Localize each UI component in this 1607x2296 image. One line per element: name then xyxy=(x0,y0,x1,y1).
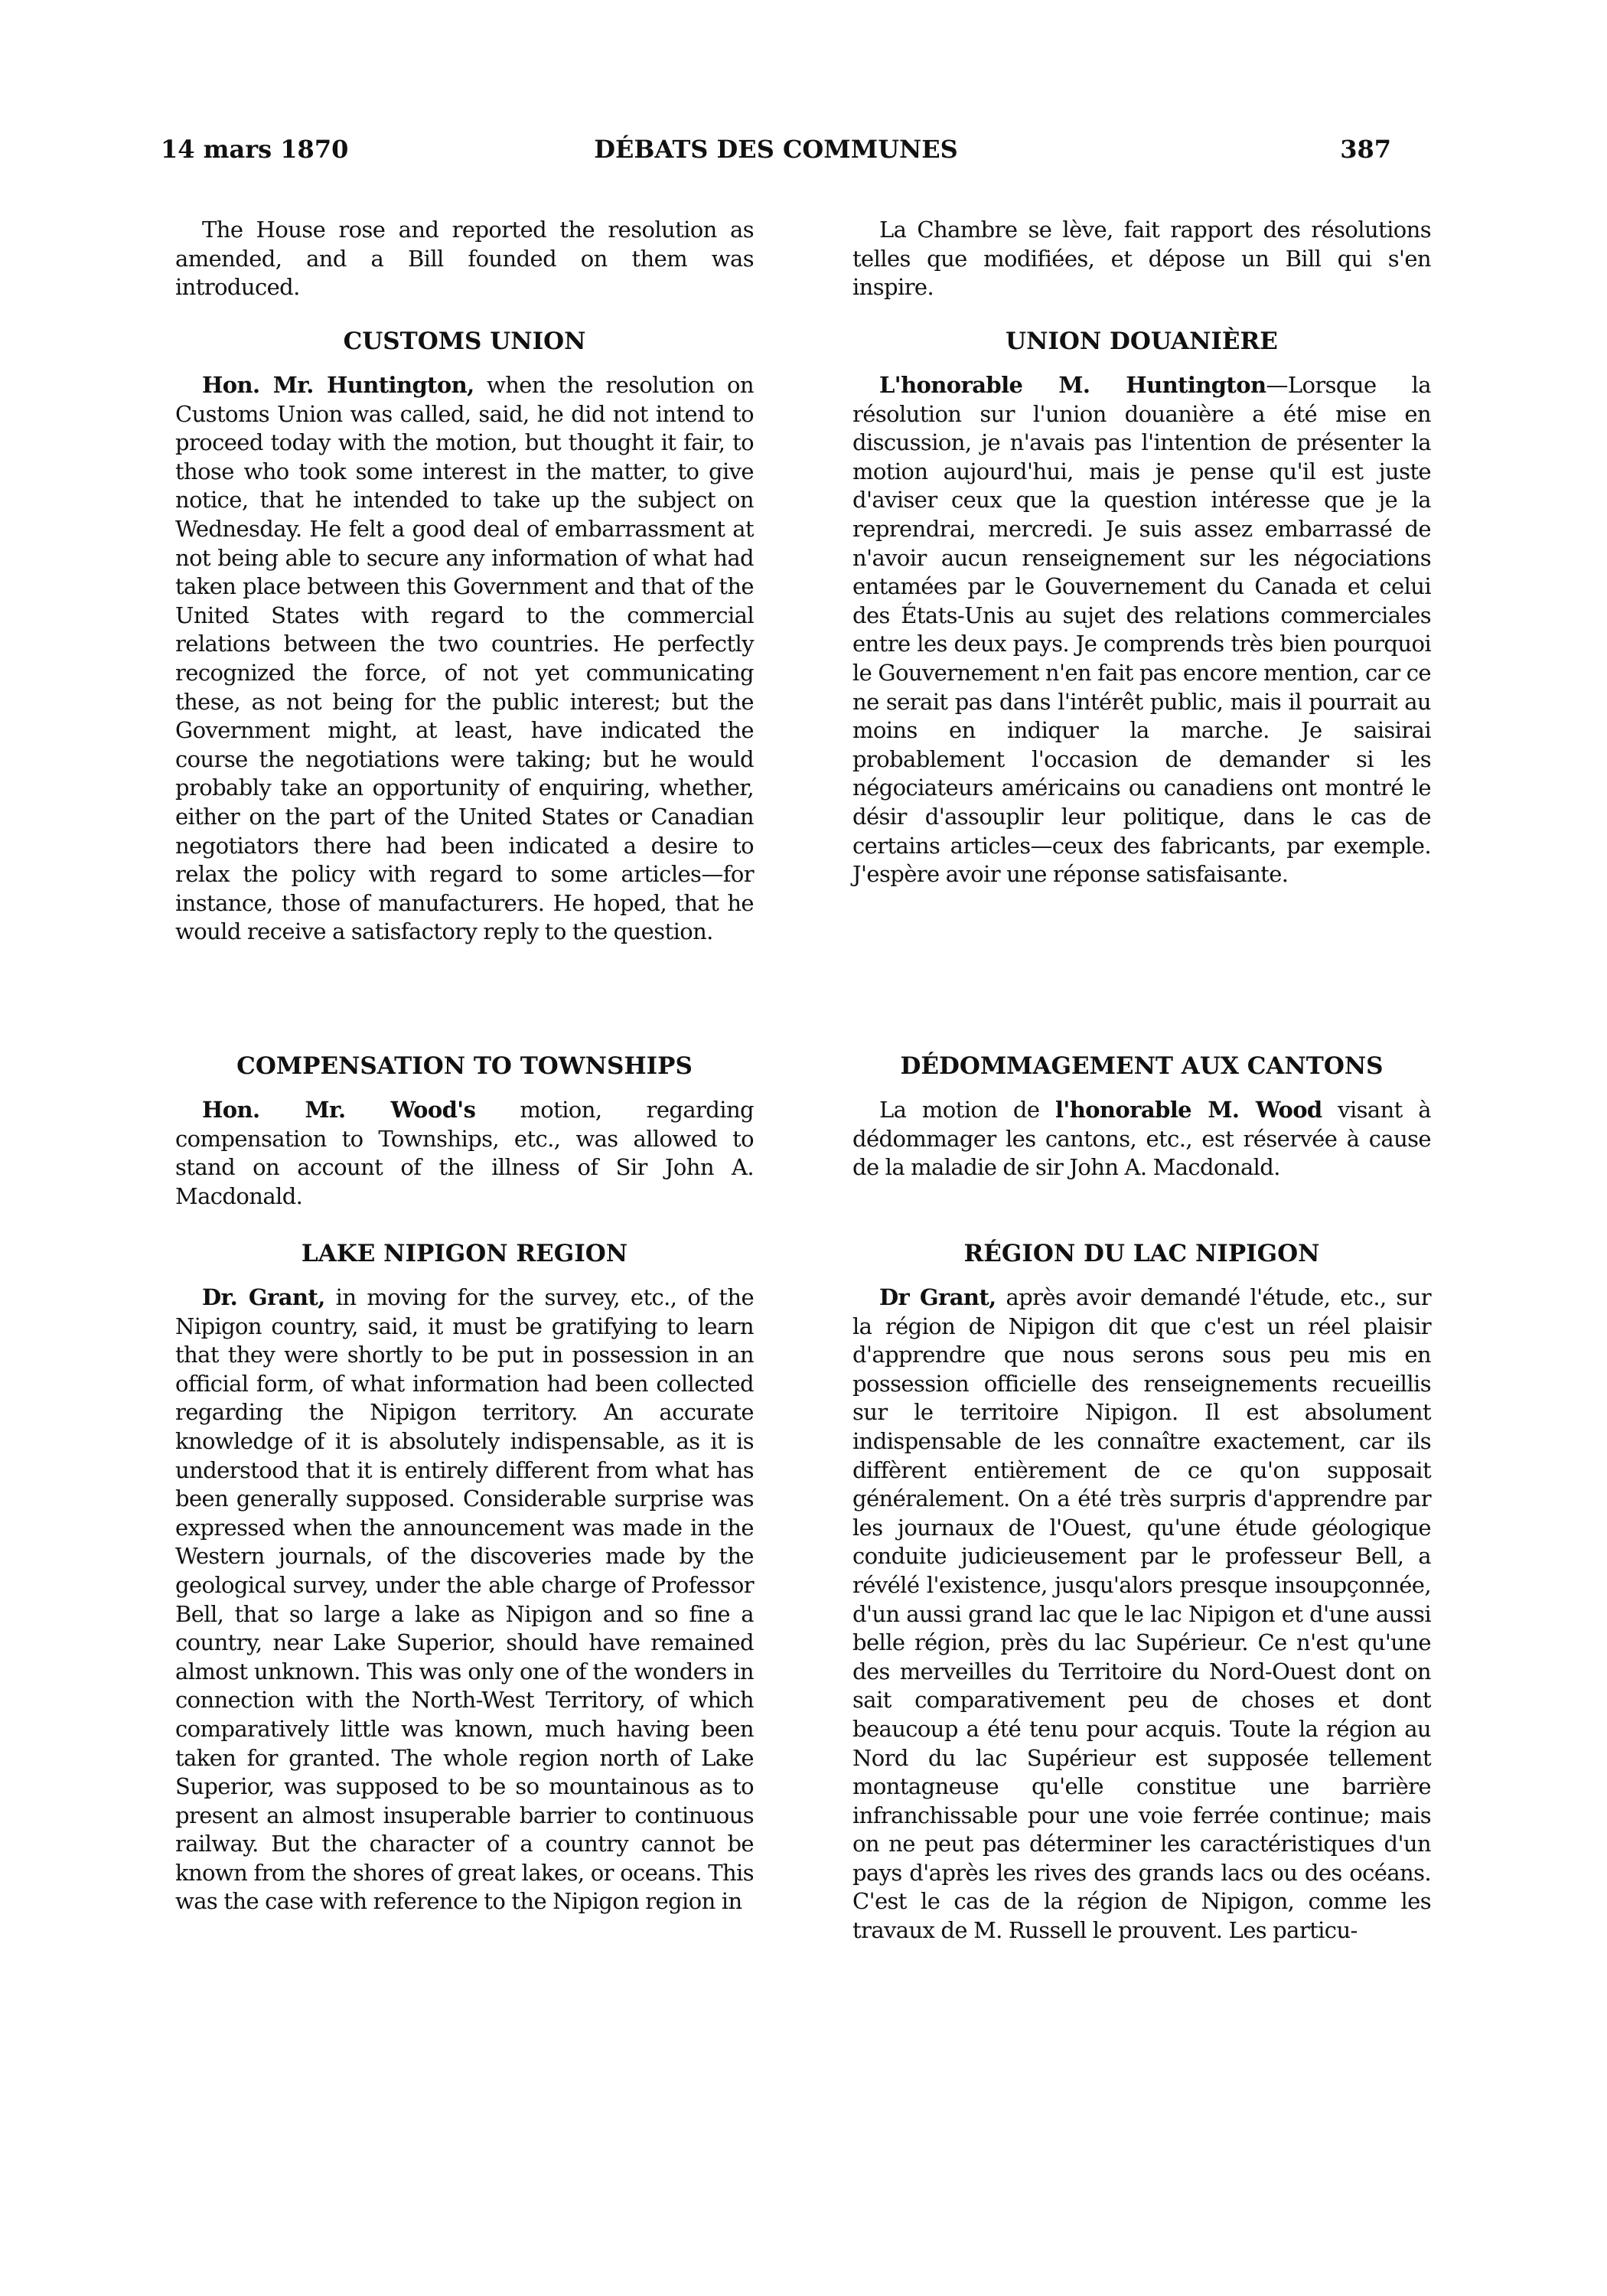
english-nipigon-speaker: Dr. Grant, xyxy=(202,1284,325,1310)
french-nipigon-section xyxy=(852,1239,1431,1945)
french-customs-heading: UNION DOUANIÈRE xyxy=(1006,328,1278,355)
english-customs-text: when the resolution on Customs Union was called, said, he did not intend to proceed today with the motion, but thought it fair, to those who took some interest in the matter, to give notice, that he intended to take up the subject on Wednesday. He felt a good deal of embarrassment at not being able to secure any information of what had taken place between this Government and that of the United States with regard to the commercial relations between the two countries. He perfectly recognized the force, of not yet communicating these, as not being for the public interest; but the Government might, at least, have indicated the course the negotiations were taking; but he would probably take an opportunity of enquiring, whether, either on the part of the United States or Canadian negotiators there had been indicated a desire to relax the policy with regard to some articles—for instance, those of manufacturers. He hoped, that he would receive a satisfactory reply to the question. xyxy=(175,372,754,945)
english-compensation-heading: COMPENSATION TO TOWNSHIPS xyxy=(236,1052,693,1080)
french-compensation-text: visant à dédommager les cantons, etc., est réservée à cause de la maladie de sir John A. Macdonald. xyxy=(852,1097,1431,1181)
header-title: DÉBATS DES COMMUNES xyxy=(594,135,958,164)
english-intro-block xyxy=(175,216,754,302)
french-customs-section xyxy=(852,327,1431,889)
french-compensation-heading: DÉDOMMAGEMENT AUX CANTONS xyxy=(900,1052,1384,1080)
french-compensation-speaker: l'honorable M. Wood xyxy=(1055,1097,1322,1123)
header-page-number: 387 xyxy=(1340,135,1391,164)
french-compensation-section xyxy=(852,1052,1431,1182)
french-customs-paragraph xyxy=(852,371,1431,889)
english-compensation-speaker: Hon. Mr. Wood's xyxy=(202,1097,476,1123)
english-customs-heading: CUSTOMS UNION xyxy=(343,328,586,355)
english-customs-section xyxy=(175,327,754,947)
english-nipigon-section xyxy=(175,1239,754,1916)
french-nipigon-heading: RÉGION DU LAC NIPIGON xyxy=(963,1240,1320,1267)
english-compensation-text: motion, regarding compensation to Townships, etc., was allowed to stand on account of the illness of Sir John A. Macdonald. xyxy=(175,1097,754,1209)
french-customs-text: —Lorsque la résolution sur l'union douanière a été mise en discussion, je n'avais pas l'intention de présenter la motion aujourd'hui, mais je pense qu'il est juste d'aviser ceux que la question intéresse que je la reprendrai, mercredi. Je suis assez embarrassé de n'avoir aucun renseignement sur les négociations entamées par le Gouvernement du Canada et celui des États-Unis au sujet des relations commerciales entre les deux pays. Je comprends très bien pourquoi le Gouvernement n'en fait pas encore mention, car ce ne serait pas dans l'intérêt public, mais il pourrait au moins en indiquer la marche. Je saisirai probablement l'occasion de demander si les négociateurs américains ou canadiens ont montré le désir d'assouplir leur politique, dans le cas de certains articles—ceux des fabricants, par exemple. J'espère avoir une réponse satisfaisante. xyxy=(852,372,1431,888)
english-customs-speaker: Hon. Mr. Huntington, xyxy=(202,372,474,398)
english-customs-paragraph xyxy=(175,371,754,947)
french-nipigon-speaker: Dr Grant, xyxy=(879,1284,996,1310)
english-nipigon-heading: LAKE NIPIGON REGION xyxy=(301,1240,628,1267)
french-intro-paragraph: La Chambre se lève, fait rapport des résolutions telles que modifiées, et dépose un Bill qui s'en inspire. xyxy=(852,217,1431,301)
french-intro-block xyxy=(852,216,1431,302)
french-compensation-paragraph xyxy=(852,1096,1431,1182)
header-date: 14 mars 1870 xyxy=(161,135,349,164)
french-nipigon-text: après avoir demandé l'étude, etc., sur la région de Nipigon dit que c'est un réel plaisir d'apprendre que nous serons sous peu mis en possession officielle des renseignements recueillis sur le territoire Nipigon. Il est absolument indispensable de les connaître exactement, car ils diffèrent entièrement de ce qu'on supposait généralement. On a été très surpris d'apprendre par les journaux de l'Ouest, qu'une étude géologique conduite judicieusement par le professeur Bell, a révélé l'existence, jusqu'alors presque insoupçonnée, d'un aussi grand lac que le lac Nipigon et d'une aussi belle région, près du lac Supérieur. Ce n'est qu'une des merveilles du Territoire du Nord-Ouest dont on sait comparativement peu de choses et dont beaucoup a été tenu pour acquis. Toute la région au Nord du lac Supérieur est supposée tellement montagneuse qu'elle constitue une barrière infranchissable pour une voie ferrée continue; mais on ne peut pas déterminer les caractéristiques d'un pays d'après les rives des grands lacs ou des océans. C'est le cas de la région de Nipigon, comme les travaux de M. Russell le prouvent. Les particu- xyxy=(852,1284,1431,1944)
french-nipigon-paragraph xyxy=(852,1283,1431,1945)
english-intro-paragraph: The House rose and reported the resolution as amended, and a Bill founded on them was introduced. xyxy=(175,217,754,301)
english-nipigon-text: in moving for the survey, etc., of the Nipigon country, said, it must be gratifying to learn that they were shortly to be put in possession in an official form, of what information had been collected regarding the Nipigon territory. An accurate knowledge of it is absolutely indispensable, as it is understood that it is entirely different from what has been generally supposed. Considerable surprise was expressed when the announcement was made in the Western journals, of the discoveries made by the geological survey, under the able charge of Professor Bell, that so large a lake as Nipigon and so fine a country, near Lake Superior, should have remained almost unknown. This was only one of the wonders in connection with the North-West Territory, of which comparatively little was known, much having been taken for granted. The whole region north of Lake Superior, was supposed to be so mountainous as to present an almost insuperable barrier to continuous railway. But the character of a country cannot be known from the shores of great lakes, or oceans. This was the case with reference to the Nipigon region in xyxy=(175,1284,755,1915)
english-compensation-paragraph xyxy=(175,1096,754,1211)
french-customs-speaker: L'honorable M. Huntington xyxy=(879,372,1266,398)
french-compensation-prefix: La motion de xyxy=(879,1097,1055,1123)
english-nipigon-paragraph xyxy=(175,1283,754,1916)
page-header xyxy=(161,135,1391,174)
english-compensation-section xyxy=(175,1052,754,1211)
